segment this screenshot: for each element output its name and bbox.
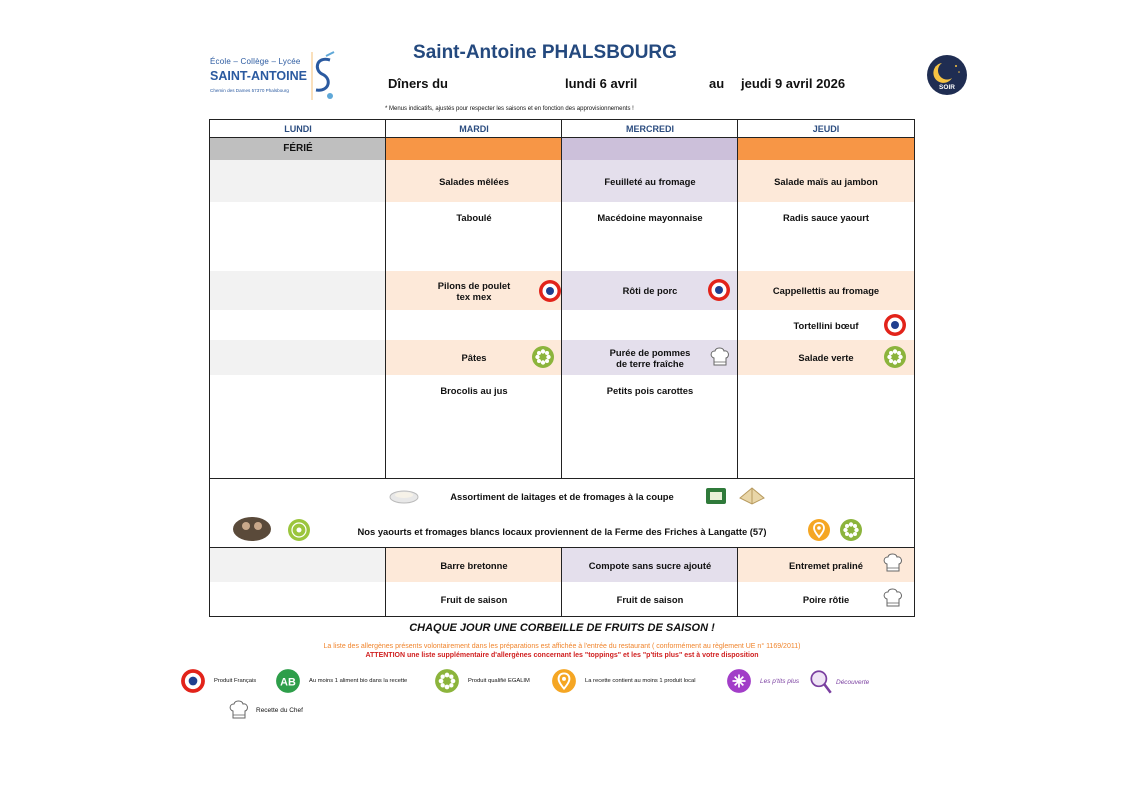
school-logo <box>208 50 338 106</box>
mercredi-entree2: Macédoine mayonnaise <box>597 212 703 223</box>
mercredi-fruit: Fruit de saison <box>616 593 684 605</box>
logo-mark-icon <box>304 50 338 104</box>
dairy-line1: Assortiment de laitages et de fromages à la coupe <box>450 490 674 502</box>
logo-line1: École – Collège – Lycée <box>210 57 301 66</box>
soir-badge <box>925 54 970 96</box>
ab-bio-icon <box>275 668 301 694</box>
magnifier-icon <box>808 668 834 696</box>
jeudi-plat: Cappellettis au fromage <box>772 285 880 296</box>
farm-logo-icon <box>287 518 311 542</box>
legend-item-chef <box>226 697 303 723</box>
logo-line2: SAINT-ANTOINE <box>210 69 307 83</box>
legend-item-decouverte <box>808 668 869 696</box>
french-product-icon <box>883 313 907 337</box>
jeudi-accompagnement: Salade verte <box>798 352 854 363</box>
day-header-mercredi: MERCREDI <box>625 124 674 134</box>
chef-hat-icon <box>880 550 906 576</box>
mercredi-accomp-line1: Purée de pommes <box>609 346 691 358</box>
jeudi-entree2: Radis sauce yaourt <box>783 212 869 223</box>
egalim-icon <box>531 345 555 369</box>
lundi-ferie: FÉRIÉ <box>283 142 313 154</box>
legend-label-french: Produit Français <box>214 678 257 684</box>
end-date: jeudi 9 avril 2026 <box>741 76 846 91</box>
legend-item-french <box>180 668 256 694</box>
chef-hat-icon <box>880 585 906 611</box>
egalim-icon <box>839 518 863 542</box>
mardi-dessert: Barre bretonne <box>440 559 508 571</box>
local-product-icon <box>551 668 577 694</box>
legend-item-local <box>551 668 696 694</box>
mardi-fruit: Fruit de saison <box>440 593 508 605</box>
diners-label: Dîners du <box>388 76 448 91</box>
allergen-note: La liste des allergènes présents volontairement dans les préparations est affichée à l'entrée du restaurant ( conformément au règlement UE n° 1169/2011) <box>323 643 801 650</box>
plus-icon <box>726 668 752 694</box>
jeudi-fruit: Poire rôtie <box>802 593 850 605</box>
legend-item-bio <box>275 668 407 694</box>
logo-line3: Chemin des Dames 57370 Phalsbourg <box>210 88 289 93</box>
mardi-accompagnement: Pâtes <box>461 352 487 363</box>
mardi-entree: Salades mêlées <box>439 175 509 187</box>
farm-photo-icon <box>232 516 272 542</box>
egalim-icon <box>434 668 460 694</box>
menu-note: * Menus indicatifs, ajustés pour respecter les saisons et en fonction des approvisionnements ! <box>385 106 634 112</box>
page-title: Saint-Antoine PHALSBOURG <box>413 42 677 63</box>
mardi-plat-line2: tex mex <box>456 290 492 302</box>
french-product-icon <box>538 279 562 303</box>
moon-icon <box>925 54 970 96</box>
day-header-mardi: MARDI <box>459 124 489 134</box>
legend-label-ptits-plus: Les p'tits plus <box>760 677 800 685</box>
day-header-lundi: LUNDI <box>284 124 312 134</box>
chef-hat-icon <box>707 344 733 370</box>
french-product-icon <box>180 668 206 694</box>
start-date: lundi 6 avril <box>565 76 638 91</box>
mardi-plat-line1: Pilons de poulet <box>437 279 511 291</box>
cheese-assortment-icon <box>736 484 768 508</box>
jeudi-entree: Salade maïs au jambon <box>774 175 878 187</box>
legend-label-egalim: Produit qualifié EGALIM <box>468 678 530 684</box>
attention-note: ATTENTION une liste supplémentaire d'allergènes concernant les "toppings" et les "p'tits plus" est à votre disposition <box>365 652 759 659</box>
mercredi-dessert: Compote sans sucre ajouté <box>588 559 712 571</box>
legend-label-bio: Au moins 1 aliment bio dans la recette <box>309 678 408 684</box>
mercredi-legume: Petits pois carottes <box>606 385 694 396</box>
legend-item-egalim <box>434 668 530 694</box>
mercredi-entree: Feuilleté au fromage <box>604 175 696 187</box>
jeudi-plat2: Tortellini bœuf <box>793 319 859 331</box>
fruit-slogan: CHAQUE JOUR UNE CORBEILLE DE FRUITS DE SAISON ! <box>409 622 715 634</box>
mercredi-plat: Rôti de porc <box>622 285 678 296</box>
menu-table <box>209 119 915 617</box>
egalim-icon <box>883 345 907 369</box>
cheese-plate-icon <box>388 486 420 506</box>
mardi-entree2: Taboulé <box>456 212 492 223</box>
chef-hat-icon <box>226 697 252 723</box>
day-header-jeudi: JEUDI <box>812 124 840 134</box>
mercredi-accomp-line2: de terre fraîche <box>616 357 684 369</box>
legend-label-local: La recette contient au moins 1 produit local <box>585 678 696 684</box>
local-product-icon <box>807 518 831 542</box>
dairy-line2: Nos yaourts et fromages blancs locaux proviennent de la Ferme des Friches à Langatte (57) <box>357 525 767 537</box>
soir-label: SOIR <box>939 84 955 91</box>
au-label: au <box>709 76 725 91</box>
legend-item-ptits-plus <box>726 668 799 694</box>
jeudi-dessert: Entremet praliné <box>789 559 863 571</box>
french-product-icon <box>707 278 731 302</box>
mardi-legume: Brocolis au jus <box>440 385 508 396</box>
cheese-box-icon <box>703 484 729 508</box>
legend-label-chef: Recette du Chef <box>256 706 303 714</box>
ab-bio-text: AB <box>280 676 296 689</box>
mardi-plat <box>386 271 562 310</box>
legend-label-decouverte: Découverte <box>836 678 870 686</box>
